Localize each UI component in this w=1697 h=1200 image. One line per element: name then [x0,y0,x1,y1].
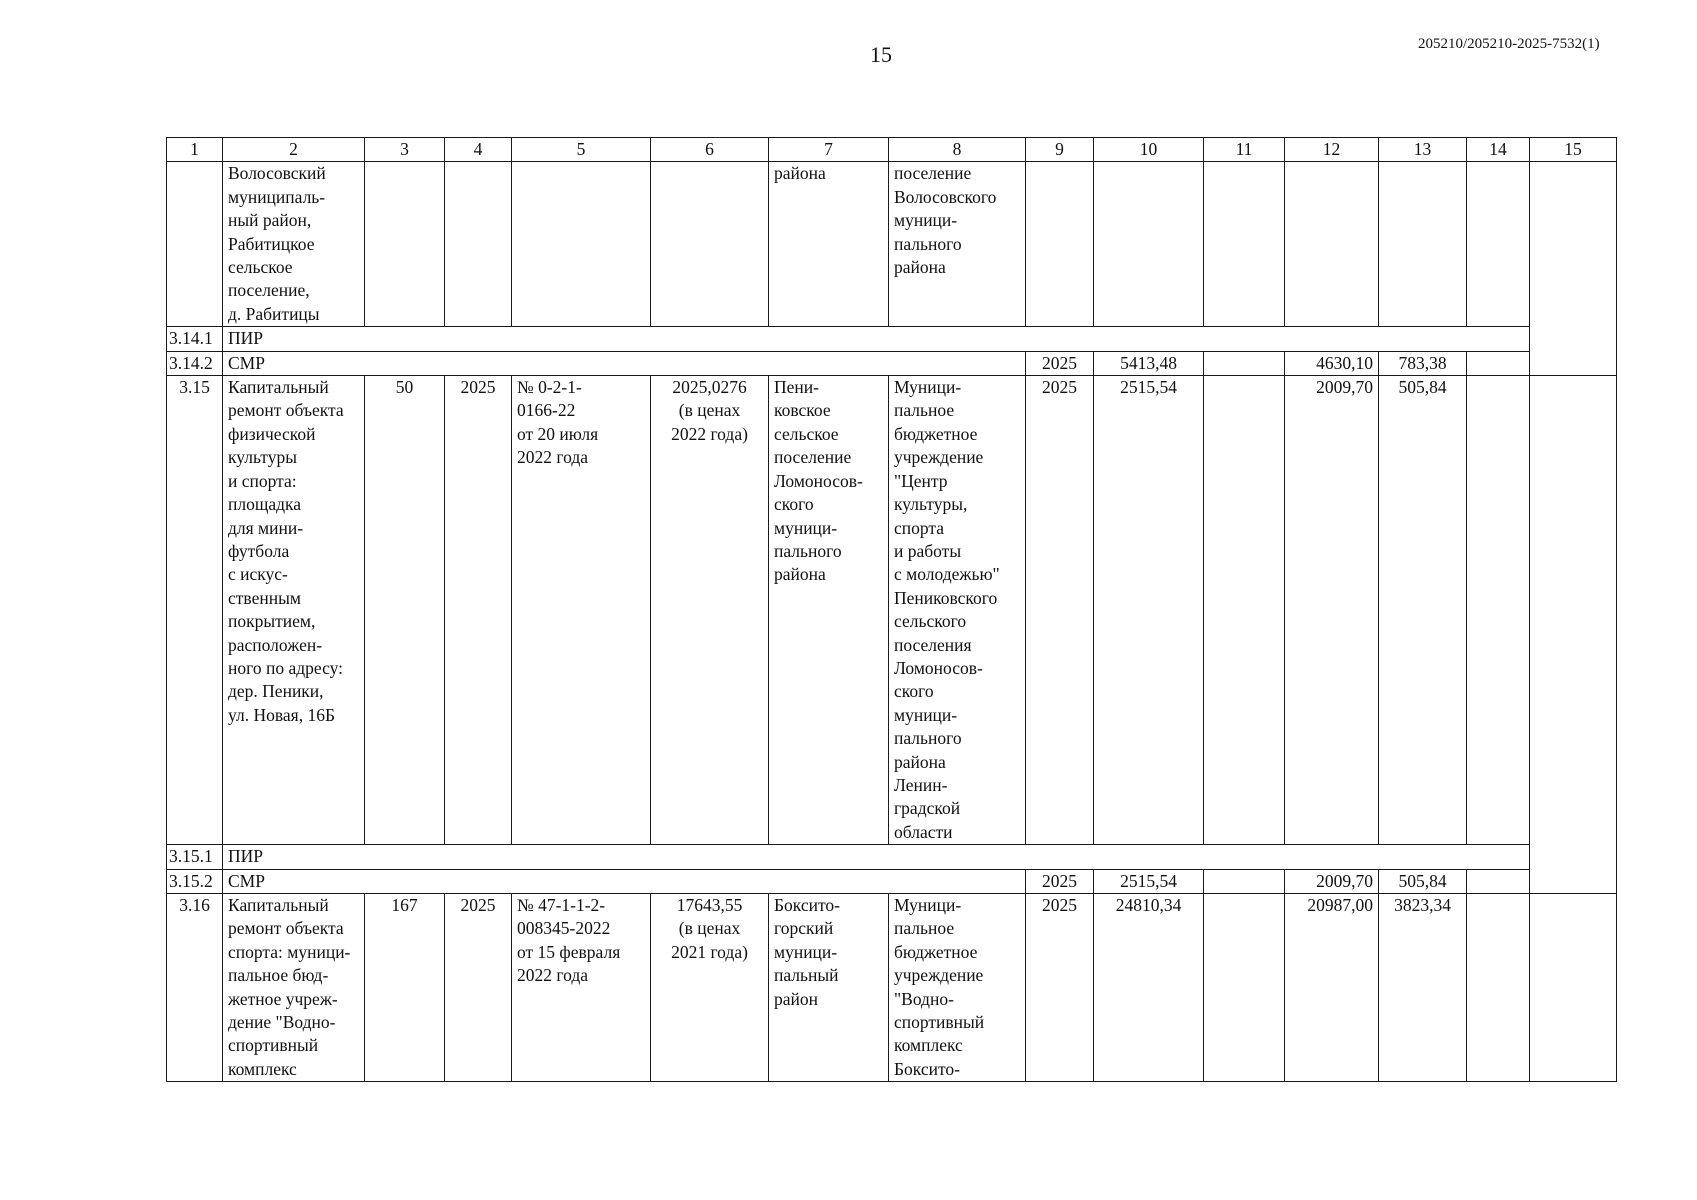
stage-label-cell: СМР [223,351,1026,375]
table-header-row [167,138,1617,162]
row-number-cell: 3.15.2 [167,869,223,893]
column-number: 3 [365,138,445,162]
row-number-cell: 3.14.2 [167,351,223,375]
column-number: 14 [1467,138,1530,162]
document-id: 205210/205210-2025-7532(1) [1418,36,1600,52]
municipality-cell: Пени- ковское сельское поселение Ломоносов- ского муници- пального района [769,376,889,845]
regional-budget-cell: 2009,70 [1285,376,1379,845]
year-cell: 2025 [1026,894,1094,1082]
column-number: 8 [889,138,1026,162]
total-cost-cell: 24810,34 [1094,894,1204,1082]
capacity-cell: 167 [365,894,445,1082]
row-number-cell: 3.15.1 [167,845,223,869]
column-number: 9 [1026,138,1094,162]
row-number-cell: 3.14.1 [167,327,223,351]
year-cell: 2025 [1026,376,1094,845]
column-number: 1 [167,138,223,162]
table-row [167,376,1617,845]
table-row [167,894,1617,1082]
expertise-cell: № 47-1-1-2- 008345-2022 от 15 февраля 2022 года [512,894,651,1082]
total-cost-cell: 2515,54 [1094,869,1204,893]
object-name-cell: Волосовский муниципаль- ный район, Рабитицкое сельское поселение, д. Рабитицы [223,162,365,327]
customer-cell: Муници- пальное бюджетное учреждение "Водно- спортивный комплекс Боксито- [889,894,1026,1082]
regional-budget-cell: 2009,70 [1285,869,1379,893]
total-cost-cell: 2515,54 [1094,376,1204,845]
local-budget-cell: 505,84 [1379,376,1467,845]
column-number: 12 [1285,138,1379,162]
object-name-cell: Капитальный ремонт объекта спорта: муници- пальное бюд- жетное учреж- дение "Водно- спортивный комплекс [223,894,365,1082]
local-budget-cell: 3823,34 [1379,894,1467,1082]
stage-label-cell: ПИР [223,845,1530,869]
expertise-cell: № 0-2-1- 0166-22 от 20 июля 2022 года [512,376,651,845]
local-budget-cell: 505,84 [1379,869,1467,893]
municipality-cell: района [769,162,889,327]
year-cell: 2025 [445,894,512,1082]
table-row [167,869,1617,893]
estimated-cost-cell: 2025,0276 (в ценах 2022 года) [651,376,769,845]
object-name-cell: Капитальный ремонт объекта физической культуры и спорта: площадка для мини- футбола с искус- ственным покрытием, расположен- ного по адресу: дер. Пеники, ул. Новая, 16Б [223,376,365,845]
column-number: 2 [223,138,365,162]
local-budget-cell: 783,38 [1379,351,1467,375]
table-row [167,845,1617,869]
row-number-cell: 3.16 [167,894,223,1082]
year-cell: 2025 [1026,351,1094,375]
capacity-cell: 50 [365,376,445,845]
regional-budget-cell: 4630,10 [1285,351,1379,375]
table-row [167,351,1617,375]
column-number: 13 [1379,138,1467,162]
estimated-cost-cell: 17643,55 (в ценах 2021 года) [651,894,769,1082]
column-number: 4 [445,138,512,162]
column-number: 7 [769,138,889,162]
municipality-cell: Боксито- горский муници- пальный район [769,894,889,1082]
regional-budget-cell: 20987,00 [1285,894,1379,1082]
customer-cell: поселение Волосовского муници- пального района [889,162,1026,327]
table-row [167,162,1617,327]
row-number-cell: 3.15 [167,376,223,845]
page-number: 15 [870,42,892,67]
stage-label-cell: ПИР [223,327,1530,351]
register-table [166,137,1617,1082]
total-cost-cell: 5413,48 [1094,351,1204,375]
column-number: 10 [1094,138,1204,162]
column-number: 15 [1530,138,1617,162]
customer-cell: Муници- пальное бюджетное учреждение "Центр культуры, спорта и работы с молодежью" Пениковского сельского поселения Ломоносов- ского муници- пального района Ленин- градской области [889,376,1026,845]
stage-label-cell: СМР [223,869,1026,893]
year-cell: 2025 [1026,869,1094,893]
column-number: 6 [651,138,769,162]
column-number: 11 [1204,138,1285,162]
year-cell: 2025 [445,376,512,845]
row-number-cell [167,162,223,327]
table-row [167,327,1617,351]
column-number: 5 [512,138,651,162]
